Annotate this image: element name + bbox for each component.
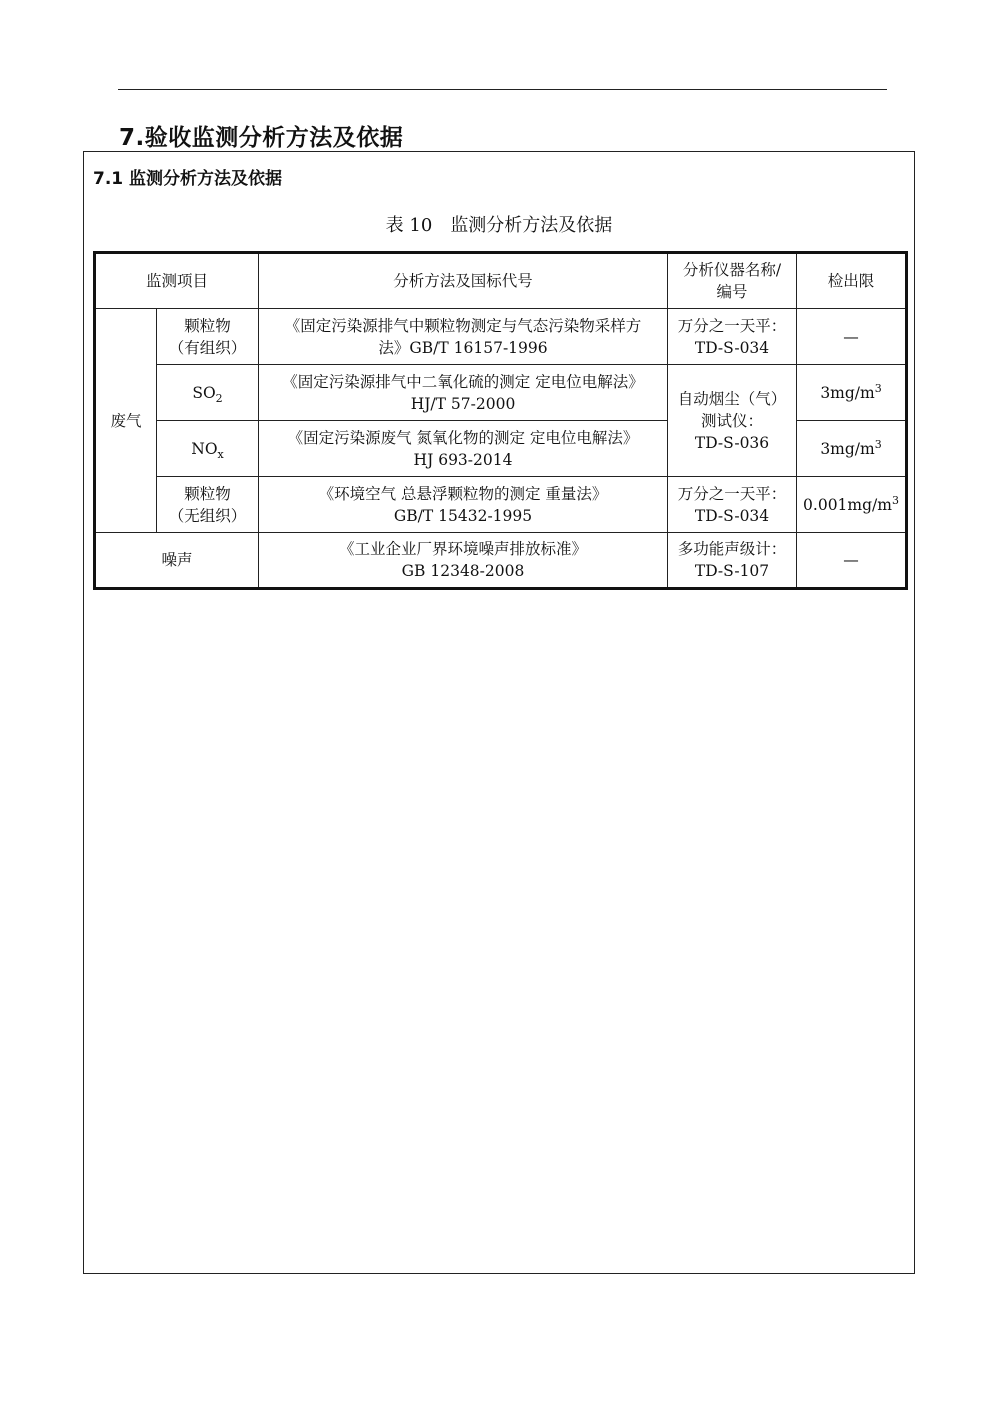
instrument-line1: 自动烟尘（气） [677, 389, 787, 408]
limit-cell [797, 477, 907, 533]
sub-item-main: NO [191, 439, 218, 458]
sub-item-line1: 颗粒物 [184, 316, 231, 335]
method-line2: 法》GB/T 16157-1996 [378, 338, 548, 357]
method-line2: GB 12348-2008 [401, 562, 525, 580]
instrument-cell [668, 309, 797, 365]
sub-item-main: SO [192, 383, 216, 402]
subsection-heading: 7.1 监测分析方法及依据 [93, 169, 283, 189]
group-waste-gas: 废气 [95, 309, 157, 533]
limit-cell: — [797, 309, 907, 365]
method-cell [259, 365, 668, 421]
table-title: 监测分析方法及依据 [450, 215, 613, 236]
header-limit: 检出限 [797, 253, 907, 309]
header-rule [118, 89, 887, 90]
sub-item-line2: （有组织） [168, 338, 247, 357]
limit-superscript: 3 [874, 437, 882, 451]
instrument-line2: TD-S-107 [694, 562, 770, 580]
sub-item [157, 365, 259, 421]
method-line1: 《环境空气 总悬浮颗粒物的测定 重量法》 [318, 484, 608, 503]
section-heading: 7.验收监测分析方法及依据 [119, 125, 404, 151]
header-instrument-line2: 编号 [716, 283, 748, 301]
instrument-line2: 测试仪： [701, 411, 764, 430]
table-row-noise [95, 533, 907, 589]
sub-item-line1: 颗粒物 [184, 484, 231, 503]
table-number: 表 10 [385, 215, 433, 236]
method-line2: GB/T 15432-1995 [393, 506, 533, 525]
header-item: 监测项目 [95, 253, 259, 309]
method-line1: 《固定污染源排气中二氧化硫的测定 定电位电解法》 [282, 372, 644, 391]
table-caption [93, 211, 905, 237]
sub-item-subscript: x [217, 447, 224, 461]
method-cell [259, 309, 668, 365]
method-line1: 《固定污染源排气中颗粒物测定与气态污染物采样方 [284, 316, 642, 335]
noise-item: 噪声 [95, 533, 259, 589]
limit-main: 3mg/m [820, 439, 875, 458]
method-line2: HJ 693-2014 [413, 450, 513, 469]
header-instrument [668, 253, 797, 309]
instrument-line1: 多功能声级计： [677, 540, 787, 558]
sub-item [157, 477, 259, 533]
sub-item [157, 421, 259, 477]
header-instrument-line1: 分析仪器名称/ [682, 261, 782, 279]
limit-cell: — [797, 533, 907, 589]
methods-table [93, 251, 908, 590]
method-cell [259, 477, 668, 533]
instrument-line2: TD-S-034 [694, 506, 770, 525]
sub-item [157, 309, 259, 365]
table-row [95, 477, 907, 533]
method-cell [259, 421, 668, 477]
table-row [95, 365, 907, 421]
limit-superscript: 3 [874, 381, 882, 395]
limit-main: 0.001mg/m [803, 495, 892, 514]
table-row [95, 309, 907, 365]
header-method: 分析方法及国标代号 [259, 253, 668, 309]
method-line2: HJ/T 57-2000 [410, 394, 516, 413]
limit-cell [797, 421, 907, 477]
method-line1: 《工业企业厂界环境噪声排放标准》 [339, 540, 588, 558]
method-line1: 《固定污染源废气 氮氧化物的测定 定电位电解法》 [287, 428, 639, 447]
table-header-row [95, 253, 907, 309]
instrument-cell [668, 533, 797, 589]
instrument-cell-shared [668, 365, 797, 477]
sub-item-subscript: 2 [215, 391, 223, 405]
limit-cell [797, 365, 907, 421]
instrument-line3: TD-S-036 [694, 433, 770, 452]
instrument-line2: TD-S-034 [694, 338, 770, 357]
instrument-line1: 万分之一天平： [677, 484, 787, 503]
instrument-cell [668, 477, 797, 533]
sub-item-line2: （无组织） [168, 506, 247, 525]
limit-superscript: 3 [891, 493, 899, 507]
limit-main: 3mg/m [820, 383, 875, 402]
instrument-line1: 万分之一天平： [677, 316, 787, 335]
method-cell [259, 533, 668, 589]
